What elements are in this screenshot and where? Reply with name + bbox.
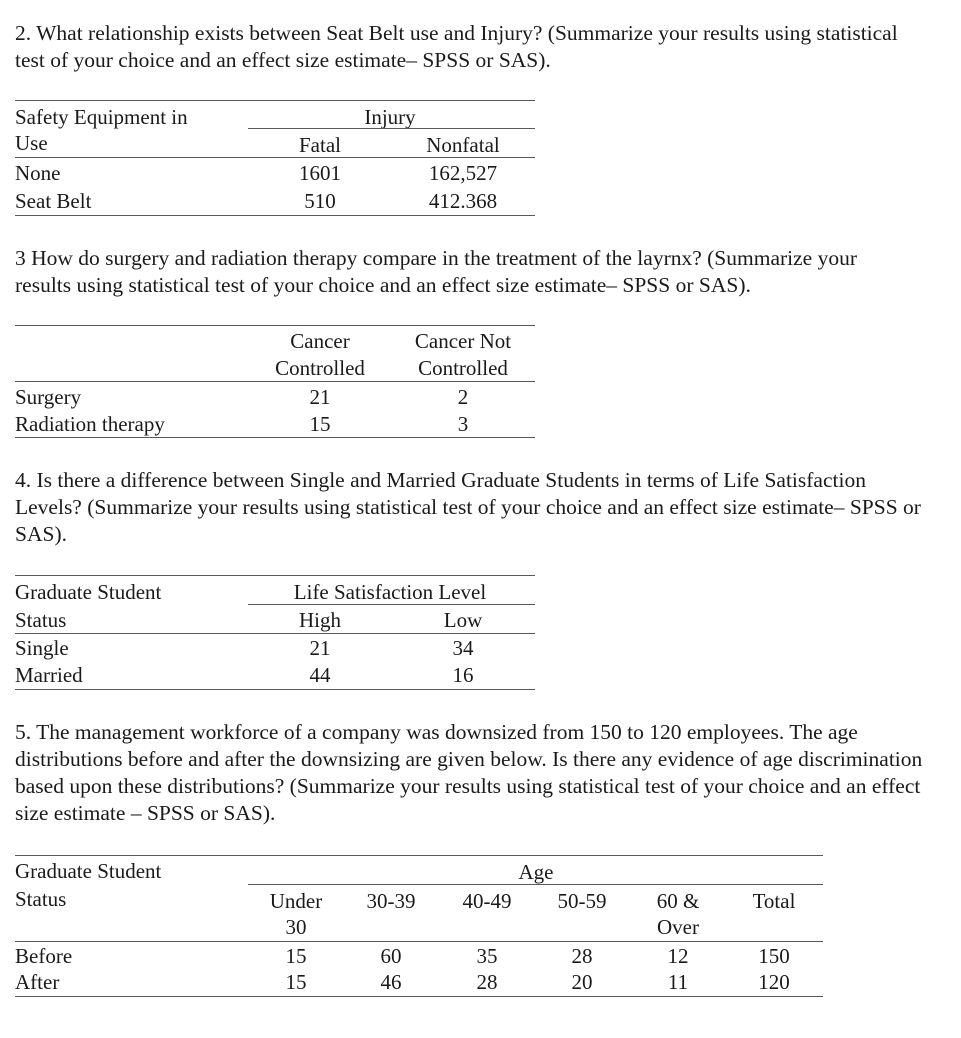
q3-cell: 2	[457, 385, 469, 409]
q2-row-seatbelt-label: Seat Belt	[15, 189, 92, 213]
q5-cell: 28	[571, 944, 593, 968]
q5-col-total: Total	[752, 889, 796, 913]
q2-cell: 412.368	[428, 189, 498, 213]
q4-cell: 21	[309, 636, 331, 660]
question-2-text: 2. What relationship exists between Seat Belt use and Injury? (Summarize your results using statistical test of your choice and an effect size estimate– SPSS or SAS).	[15, 21, 898, 72]
table-rule	[248, 128, 535, 129]
q5-cell: 150	[758, 944, 790, 968]
table-rule	[15, 689, 535, 690]
q5-cell: 15	[285, 944, 307, 968]
q5-cell: 60	[380, 944, 402, 968]
q4-cell: 34	[452, 636, 474, 660]
q2-cell: 510	[304, 189, 336, 213]
table-rule	[15, 996, 823, 997]
q5-col-under30-line1: Under	[269, 889, 323, 913]
q2-col-nonfatal: Nonfatal	[426, 133, 500, 157]
q2-cell: 1601	[299, 161, 341, 185]
table-rule	[15, 215, 535, 216]
q3-row-radiation-label: Radiation therapy	[15, 412, 165, 436]
q5-cell: 11	[667, 970, 689, 994]
q5-cell: 12	[667, 944, 689, 968]
q3-row-surgery-label: Surgery	[15, 385, 82, 409]
q3-col2-line2: Controlled	[418, 356, 508, 380]
table-rule	[248, 884, 823, 885]
table-rule	[248, 604, 535, 605]
q5-cell: 120	[758, 970, 790, 994]
table-rule	[15, 437, 535, 438]
q4-col-high: High	[299, 608, 341, 632]
q4-row-header-line2: Status	[15, 608, 67, 632]
q3-col1-line2: Controlled	[275, 356, 365, 380]
table-rule	[15, 325, 535, 326]
q5-row-before-label: Before	[15, 944, 73, 968]
table-rule	[15, 157, 535, 158]
q2-col-fatal: Fatal	[299, 133, 341, 157]
q5-col-60-over-line2: Over	[657, 915, 699, 939]
q5-cell: 28	[476, 970, 498, 994]
q5-col-under30-line2: 30	[285, 915, 307, 939]
q2-row-header-line2: Use	[15, 131, 48, 155]
table-rule	[15, 855, 823, 856]
q4-row-married-label: Married	[15, 663, 83, 687]
q5-cell: 20	[571, 970, 593, 994]
q2-row-header-line1: Safety Equipment in	[15, 105, 188, 129]
q4-group-header: Life Satisfaction Level	[293, 580, 487, 604]
q5-row-header-line1: Graduate Student	[15, 859, 162, 883]
q4-cell: 16	[452, 663, 474, 687]
q5-row-after-label: After	[15, 970, 60, 994]
q3-cell: 3	[457, 412, 469, 436]
q5-col-60-over-line1: 60 &	[656, 889, 700, 913]
table-rule	[15, 100, 535, 101]
table-rule	[15, 941, 823, 942]
q4-cell: 44	[309, 663, 331, 687]
q2-group-header: Injury	[364, 105, 416, 129]
q3-cell: 21	[309, 385, 331, 409]
q5-col-30-39: 30-39	[366, 889, 416, 913]
q5-group-header: Age	[518, 860, 554, 884]
q5-cell: 46	[380, 970, 402, 994]
q4-col-low: Low	[443, 608, 483, 632]
table-rule	[15, 381, 535, 382]
q5-row-header-line2: Status	[15, 887, 67, 911]
q4-row-header-line1: Graduate Student	[15, 580, 162, 604]
q5-cell: 35	[476, 944, 498, 968]
q2-row-none-label: None	[15, 161, 61, 185]
q5-col-40-49: 40-49	[462, 889, 512, 913]
q5-cell: 15	[285, 970, 307, 994]
question-4-text: 4. Is there a difference between Single and Married Graduate Students in terms of Life Satisfaction Levels? (Summarize your results using statistical test of your choice and an effect size estimate– SPSS or SAS).	[15, 468, 921, 546]
q4-row-single-label: Single	[15, 636, 69, 660]
question-5-text: 5. The management workforce of a company was downsized from 150 to 120 employees. The age distributions before and after the downsizing are given below. Is there any evidence of age discrimination based upon these distributions? (Summarize your results using statistical test of your choice and an effect size estimate – SPSS or SAS).	[15, 720, 923, 825]
q3-col2-line1: Cancer Not	[414, 329, 512, 353]
q3-col1-line1: Cancer	[290, 329, 350, 353]
q2-cell: 162,527	[428, 161, 498, 185]
question-3-text: 3 How do surgery and radiation therapy compare in the treatment of the layrnx? (Summarize your results using statistical test of your choice and an effect size estimate– SPSS or SAS).	[15, 246, 858, 297]
q5-col-50-59: 50-59	[557, 889, 607, 913]
table-rule	[15, 575, 535, 576]
table-rule	[15, 633, 535, 634]
q3-cell: 15	[309, 412, 331, 436]
